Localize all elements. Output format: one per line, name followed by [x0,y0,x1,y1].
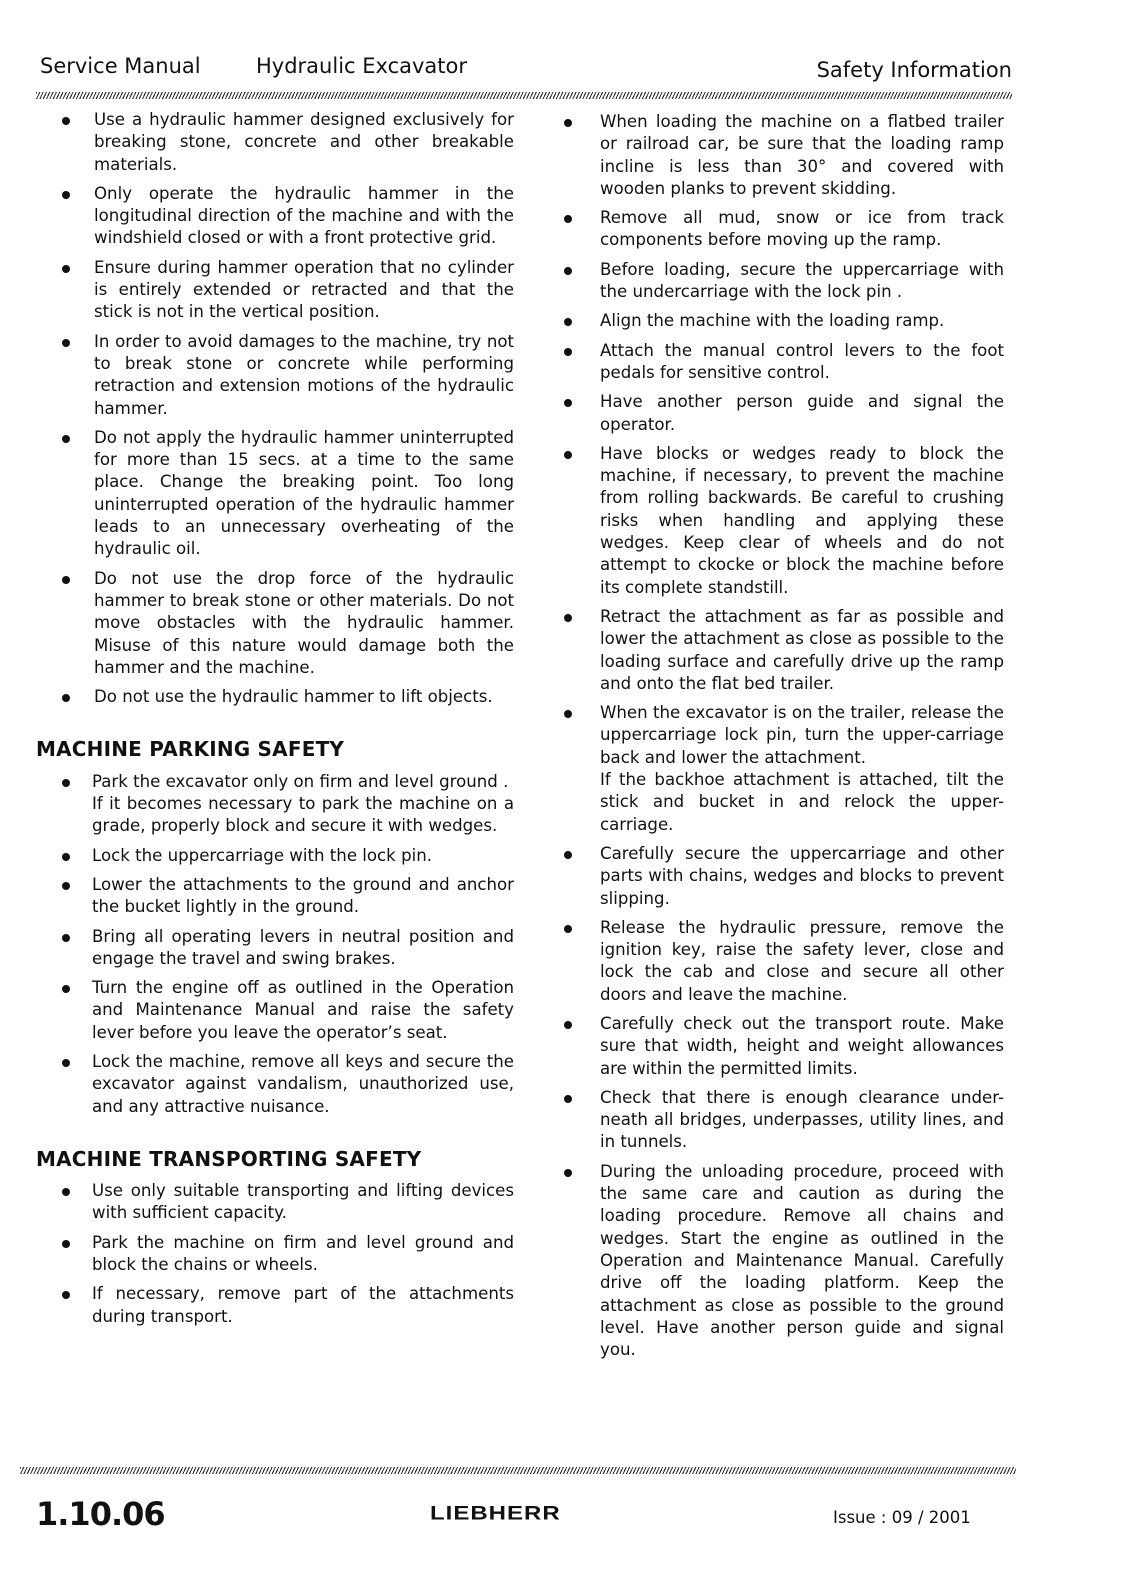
transporting-safety-list [34,1180,514,1328]
list-item: Use only suitable transporting and lifting devices with sufficient capacity. [34,1180,514,1225]
list-item: Park the machine on firm and level ground and block the chains or wheels. [34,1232,514,1277]
list-item: Release the hydraulic pressure, remove the ignition key, raise the safety lever, close and lock the cab and close and secure all other doors and leave the machine. [564,917,1004,1006]
list-item: In order to avoid damages to the machine, try not to break stone or concrete while performing retraction and extension motions of the hydraulic hammer. [34,331,514,420]
list-item: Have blocks or wedges ready to block the machine, if necessary, to prevent the machine from rolling backwards. Be careful to crushing risks when handling and applying these wedges. Keep clear of wheels and do not attempt to ckocke or block the machine before its complete standstill. [564,443,1004,599]
header-section-title: Safety Information [816,58,1012,82]
list-item: Do not use the hydraulic hammer to lift objects. [34,686,514,708]
list-item: If necessary, remove part of the attachments during transport. [34,1283,514,1328]
transporting-safety-heading: MACHINE TRANSPORTING SAFETY [36,1146,422,1171]
list-item [34,771,514,838]
list-item: Retract the attachment as far as possible and lower the attachment as close as possible to the loading surface and carefully drive up the ramp and onto the flat bed trailer. [564,606,1004,695]
page-number: 1.10.06 [36,1495,165,1533]
page-header [40,54,1012,88]
list-item: Lock the machine, remove all keys and secure the excavator against vandalism, unauthorized use, and any attractive nuisance. [34,1051,514,1118]
list-item: Check that there is enough clearance under-neath all bridges, underpasses, utility lines, and in tunnels. [564,1087,1004,1154]
header-manual-title: Service Manual [40,54,201,78]
brand-logo: LIEBHERR [430,1502,561,1525]
list-item: Turn the engine off as outlined in the Operation and Maintenance Manual and raise the safety lever before you leave the operator’s seat. [34,977,514,1044]
list-item-text: Park the excavator only on firm and level ground . [92,771,509,791]
list-item: During the unloading procedure, proceed with the same care and caution as during the loading procedure. Remove all chains and wedges. Start the engine as outlined in the Operation and Maintenance Manual. Carefully drive off the loading platform. Keep the attachment as close as possible to the ground level. Have another person guide and signal you. [564,1161,1004,1362]
list-item [564,702,1004,836]
list-item-note: If the backhoe attachment is attached, tilt the stick and bucket in and relock the upper-carriage. [600,770,1004,834]
list-item: Lock the uppercarriage with the lock pin. [34,845,514,867]
parking-safety-heading: MACHINE PARKING SAFETY [36,737,345,762]
header-machine-type: Hydraulic Excavator [256,54,468,78]
list-item: Before loading, secure the uppercarriage with the undercarriage with the lock pin . [564,259,1004,304]
list-item: Ensure during hammer operation that no cylinder is entirely extended or retracted and that the stick is not in the vertical position. [34,257,514,324]
issue-date: Issue : 09 / 2001 [833,1508,971,1527]
header-rule [36,92,1012,99]
right-column [564,111,1004,1368]
list-item: Carefully check out the transport route. Make sure that width, height and weight allowances are within the permitted limits. [564,1013,1004,1080]
parking-safety-list [34,771,514,1118]
list-item: Lower the attachments to the ground and anchor the bucket lightly in the ground. [34,874,514,919]
footer-rule [20,1467,1016,1474]
list-item: Align the machine with the loading ramp. [564,310,1004,332]
list-item: Only operate the hydraulic hammer in the longitudinal direction of the machine and with the windshield closed or with a front protective grid. [34,183,514,250]
list-item: Attach the manual control levers to the foot pedals for sensitive control. [564,340,1004,385]
list-item: Have another person guide and signal the operator. [564,391,1004,436]
list-item: Do not apply the hydraulic hammer uninterrupted for more than 15 secs. at a time to the same place. Change the breaking point. Too long uninterrupted operation of the hydraulic hammer leads to an unnecessary overheating of the hydraulic oil. [34,427,514,561]
transport-procedure-list [564,111,1004,1361]
list-item-text: When the excavator is on the trailer, release the uppercarriage lock pin, turn the upper-carriage back and lower the attachment. [600,703,1004,767]
list-item: Remove all mud, snow or ice from track components before moving up the ramp. [564,207,1004,252]
list-item: Bring all operating levers in neutral position and engage the travel and swing brakes. [34,926,514,971]
list-item: Do not use the drop force of the hydraulic hammer to break stone or other materials. Do not move obstacles with the hydraulic hammer. Misuse of this nature would damage both the hammer and the machine. [34,568,514,679]
list-item: Carefully secure the uppercarriage and other parts with chains, wedges and blocks to prevent slipping. [564,843,1004,910]
left-column [34,109,514,1335]
list-item: When loading the machine on a flatbed trailer or railroad car, be sure that the loading ramp incline is less than 30° and covered with wooden planks to prevent skidding. [564,111,1004,200]
list-item-note: If it becomes necessary to park the machine on a grade, properly block and secure it with wedges. [92,794,514,836]
list-item: Use a hydraulic hammer designed exclusively for breaking stone, concrete and other breakable materials. [34,109,514,176]
hammer-safety-list [34,109,514,708]
